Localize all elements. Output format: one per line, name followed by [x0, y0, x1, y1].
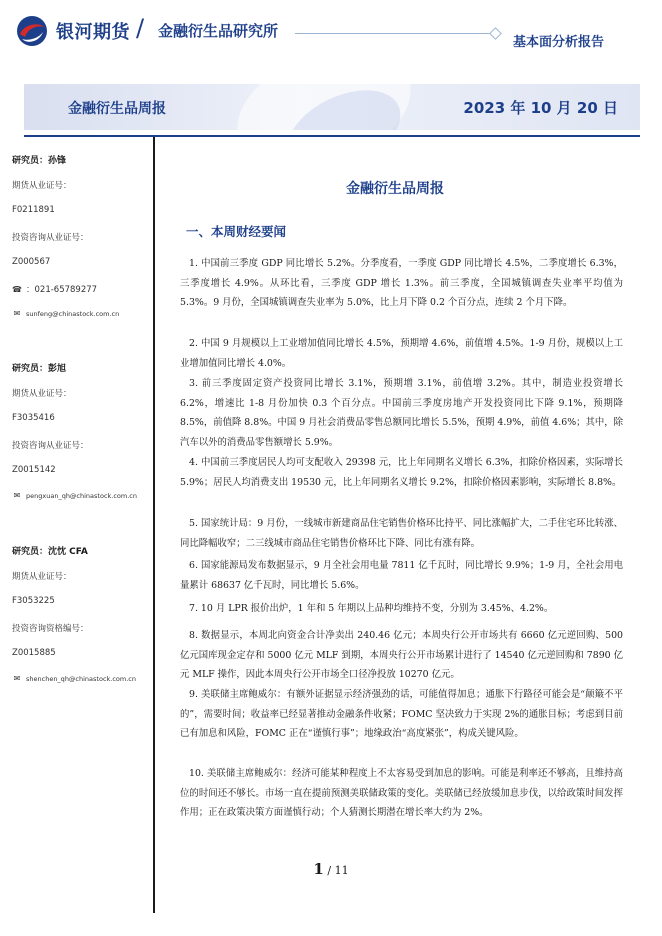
page-footer — [0, 860, 662, 878]
consult-label: 投资咨询从业证号： — [12, 441, 89, 451]
news-paragraph: 9. 美联储主席鲍威尔：有额外证据显示经济强劲的话，可能值得加息；通胀下行路径可能会是“颠簸不平的”，需要时间；收益率已经显著推动金融条件收紧；FOMC 坚决致力于实现 2%的通胀目标；考虑到目前已有加息和风险，FOMC 正在“谨慎行事”；地缘政治“高度紧张”，构成关键风险。 — [180, 689, 623, 739]
title-banner — [24, 84, 640, 130]
page-total: 11 — [334, 864, 349, 877]
license-number: F0211891 — [12, 205, 55, 215]
analyst-role: 研究员： — [12, 547, 49, 557]
analyst-name: 彭旭 — [48, 364, 67, 374]
news-paragraph: 10. 美联储主席鲍威尔：经济可能某种程度上不太容易受到加息的影响。可能是利率还不够高，且维持高位的时间还不够长。市场一直在提前预测美联储政策的变化。美联储已经放缓加息步伐，以给政策时间发挥作用；正在政策决策方面谨慎行动；个人猜测长期潜在增长率大约为 2%。 — [180, 768, 623, 818]
consult-number: Z0015142 — [12, 465, 56, 475]
license-label: 期货从业证号： — [12, 389, 72, 399]
email-address[interactable]: shenchen_qh@chinastock.com.cn — [26, 675, 136, 683]
galaxy-logo-icon — [16, 15, 48, 47]
document-title: 金融衍生品周报 — [346, 181, 444, 197]
header-diamond-icon — [489, 27, 502, 40]
mail-icon: ✉ — [13, 309, 21, 318]
banner-title: 金融衍生品周报 — [68, 101, 166, 117]
brand-name: 银河期货 — [56, 22, 130, 43]
analyst-name: 沈忱 CFA — [48, 547, 88, 557]
consult-label: 投资咨询从业证号： — [12, 233, 89, 243]
news-paragraph: 2. 中国 9 月规模以上工业增加值同比增长 4.5%，预期增 4.6%，前值增 4.5%。1-9 月份，规模以上工业增加值同比增长 4.0%。 — [180, 338, 623, 369]
page-separator: / — [327, 864, 332, 877]
header-slash: / — [136, 14, 145, 42]
analyst-role: 研究员： — [12, 364, 49, 374]
news-paragraph: 4. 中国前三季度居民人均可支配收入 29398 元，比上年同期名义增长 6.3%，扣除价格因素，实际增长 5.9%；居民人均消费支出 19530 元，比上年同期名义增长 9.2%，扣除价格因素影响，实际增长 8.8%。 — [180, 457, 623, 488]
page-header — [0, 0, 662, 70]
phone-icon: ☎ — [12, 285, 22, 294]
banner-underline — [24, 135, 640, 137]
consult-number: Z0015885 — [12, 648, 56, 658]
analyst-name-row — [12, 153, 66, 166]
analyst-name-row — [12, 544, 88, 557]
news-paragraph: 7. 10 月 LPR 报价出炉，1 年和 5 年期以上品种均维持不变，分别为 3.45%、4.2%。 — [189, 603, 554, 614]
section-title: 一、本周财经要闻 — [186, 224, 287, 239]
email-row — [12, 491, 137, 501]
page-number: 1 — [313, 860, 324, 878]
mail-icon: ✉ — [13, 491, 21, 500]
license-number: F3053225 — [12, 596, 55, 606]
license-label: 期货从业证号： — [12, 572, 72, 582]
news-paragraph: 8. 数据显示，本周北向资金合计净卖出 240.46 亿元；本周央行公开市场共有 6660 亿元逆回购、500 亿元国库现金定存和 5000 亿元 MLF 到期，本周央行公开市场累计进行了 14540 亿元逆回购和 7890 亿元 MLF 操作，因此本周央行公开市场全口径净投放 10270 亿元。 — [180, 630, 623, 680]
analyst-name: 孙锋 — [48, 156, 67, 166]
mail-icon: ✉ — [13, 674, 21, 683]
license-number: F3035416 — [12, 413, 55, 423]
consult-label: 投资咨询资格编号： — [12, 624, 89, 634]
analyst-name-row — [12, 361, 66, 374]
report-date: 2023 年 10 月 20 日 — [463, 99, 618, 117]
sidebar-divider — [153, 137, 155, 913]
email-address[interactable]: pengxuan_qh@chinastock.com.cn — [26, 492, 137, 500]
news-paragraph: 6. 国家能源局发布数据显示，9 月全社会用电量 7811 亿千瓦时，同比增长 9.9%；1-9 月，全社会用电量累计 68637 亿千瓦时，同比增长 5.6%。 — [180, 560, 623, 591]
news-paragraph: 5. 国家统计局：9 月份，一线城市新建商品住宅销售价格环比持平、同比涨幅扩大，二手住宅环比转涨、同比降幅收窄；二三线城市商品住宅销售价格环比下降、同比有涨有降。 — [180, 518, 623, 549]
phone-number: ：021-65789277 — [26, 285, 98, 295]
report-type: 基本面分析报告 — [513, 35, 605, 50]
news-paragraph: 3. 前三季度固定资产投资同比增长 3.1%，预期增 3.1%，前值增 3.2%。其中，制造业投资增长 6.2%，增速比 1-8 月份加快 0.3 个百分点。中国前三季度房地产开发投资同比下降 9.1%，预期降 8.5%，前值降 8.8%。中国 9 月社会消费品零售总额同比增长 5.5%，预期 4.9%，前值 4.6%；其中，除汽车以外的消费品零售额增长 5.9%。 — [180, 378, 623, 448]
email-address[interactable]: sunfeng@chinastock.com.cn — [26, 310, 120, 318]
consult-number: Z000567 — [12, 257, 51, 267]
license-label: 期货从业证号： — [12, 181, 72, 191]
analyst-role: 研究员： — [12, 156, 49, 166]
institute-name: 金融衍生品研究所 — [158, 22, 279, 40]
email-row — [12, 674, 136, 684]
email-row — [12, 309, 119, 319]
news-paragraph: 1. 中国前三季度 GDP 同比增长 5.2%。分季度看，一季度 GDP 同比增长 4.5%，二季度增长 6.3%，三季度增长 4.9%。从环比看，三季度 GDP 增长 1.3%。前三季度，全国城镇调查失业率平均值为 5.3%。9 月份，全国城镇调查失业率为 5.0%，比上月下降 0.2 个百分点，连续 2 个月下降。 — [180, 258, 623, 308]
header-divider — [295, 33, 495, 34]
phone-row — [12, 283, 97, 295]
